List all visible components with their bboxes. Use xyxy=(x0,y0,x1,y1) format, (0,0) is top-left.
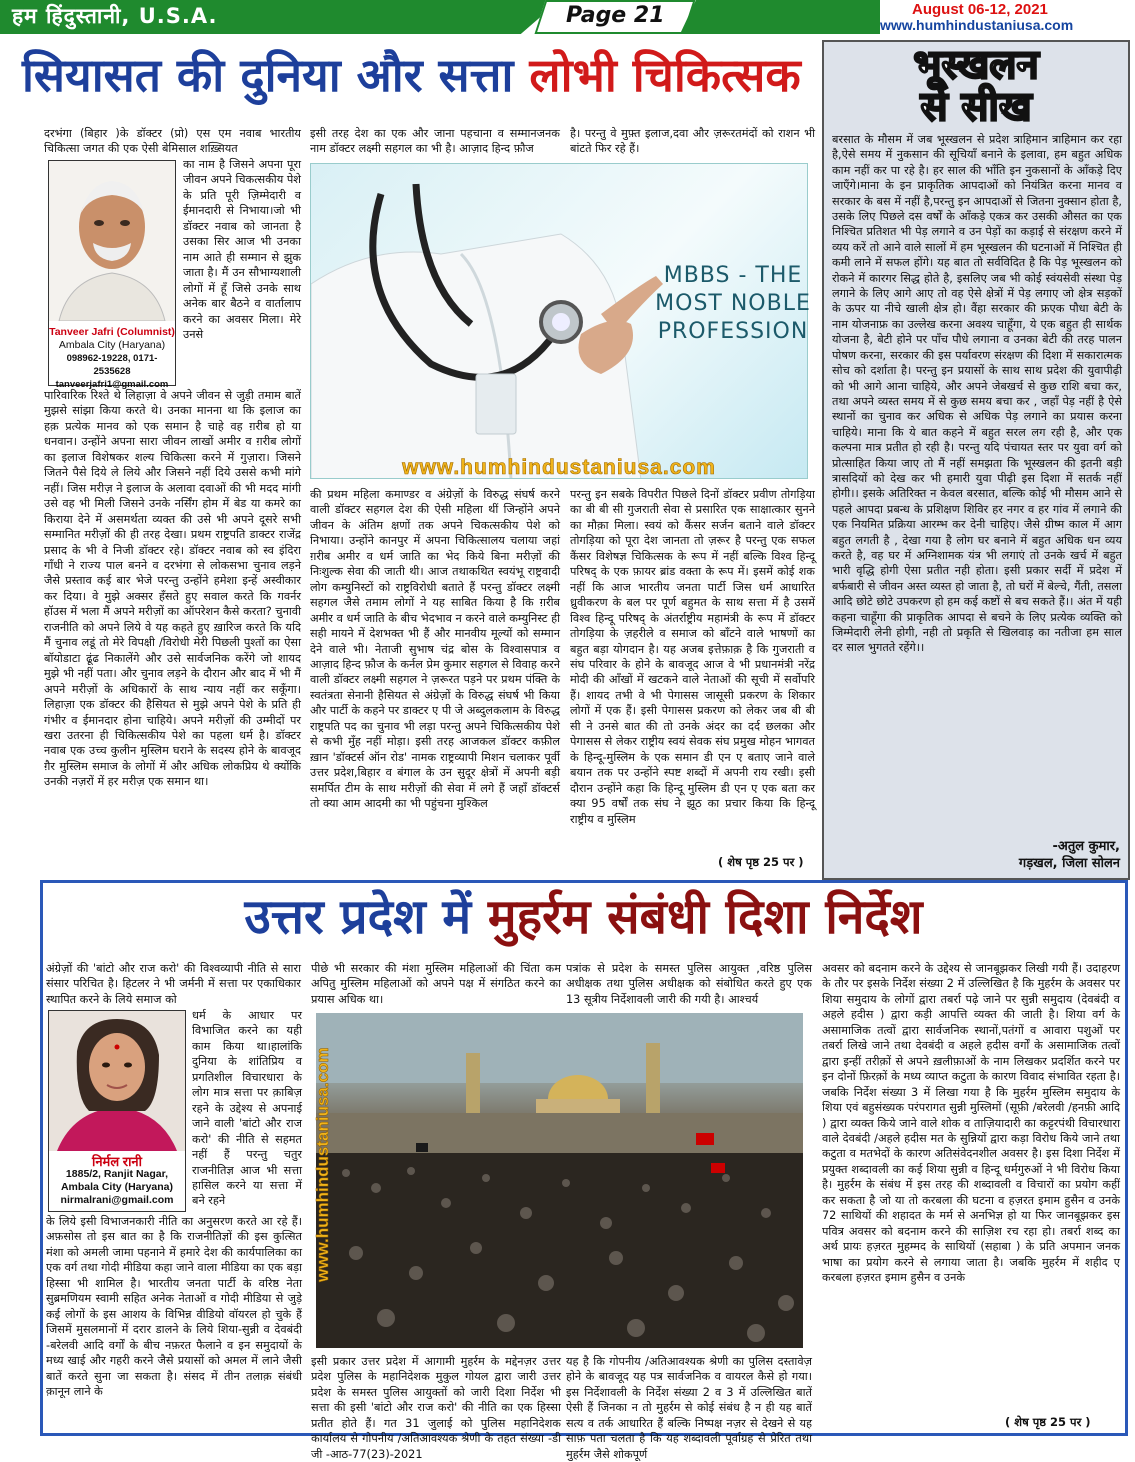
article1-col3-bottom: परन्तु इन सबके विपरीत पिछले दिनों डॉक्टर प्रवीण तोगड़िया का बी बी सी गुजराती सेवा से प्रसारित एक साक्षात्कार सुनने का मौक़ा मिला। स्वयं को कैंसर सर्जन बताने वाले डॉक्टर तोगड़िया को पूरा देश जानता तो ज़रूर है परन्तु एक सफल कैंसर विशेषज्ञ चिकित्सक के रूप में नहीं बल्कि विश्व हिन्दू परिषद् के एक फ़ायर ब्रांड वक्ता के रूप में। इसमें कोई शक नहीं कि आज भारतीय जनता पार्टी जिस धर्म आधारित ध्रुवीकरण के बल पर पूर्ण बहुमत के साथ सत्ता में है उसमें विश्व हिन्दू परिषद् के अंतर्राष्ट्रीय महामंत्री के रूप में डॉक्टर तोगड़िया के ज़हरीले व समाज को बाँटने वाले भाषणों का बहुत बड़ा योगदान है। यह अजब इत्तेफ़ाक़ है कि गुजराती व संघ परिवार के होने के बावजूद आज वे भी प्रधानमंत्री नरेंद्र मोदी की आँखों में खटकने वाले नेताओं की सूची में सर्वोपरि हैं। शायद तभी वे भी पेगासस जासूसी प्रकरण के शिकार लोगों में एक हैं। इसी पेगासस प्रकरण को लेकर जब बी बी सी ने उनसे बात की तो उनके अंदर का दर्द छलका और पेगासस से लेकर राष्ट्रीय स्वयं सेवक संघ प्रमुख मोहन भागवत के हिन्दू-मुस्लिम के एक समान डी एन ए बताए जाने वाले बयान तक पर उन्होंने स्पष्ट शब्दों में अपनी राय रखी। इसी दौरान उन्होंने कहा कि हिन्दू मुस्लिम डी एन ए एक बता कर क्या 95 वर्षों तक संघ ने झूठ का प्रचार किया कि हिन्दू राष्ट्रीय व मुस्लिम xyxy=(570,488,815,826)
author2-address: 1885/2, Ranjit Nagar, xyxy=(65,1168,169,1180)
article2-headline-part2: मुहर्रम संबंधी दिशा निर्देश xyxy=(487,889,923,945)
article1-headline xyxy=(22,44,817,106)
article2-headline xyxy=(46,885,1121,949)
author2-city: Ambala City (Haryana) xyxy=(60,1181,174,1193)
article1-headline-part1: सियासत की दुनिया और सत्ता xyxy=(22,48,514,102)
article1-col2-bottom: की प्रथम महिला कमाण्डर व अंग्रेज़ों के विरुद्ध संघर्ष करने वाली डॉक्टर सहगल देश की ऐसी महिला थीं जिन्होंने अपने जीवन के अंतिम क्षणों तक अपने चिकत्सकीय पेशे को निभाया। उन्होंने कानपुर में अपना चिकित्सालय चलाया जहां ग़रीब अमीर व धर्म जाति का भेद किये बिना मरीज़ों की निःशुल्क सेवा की जाती थी। आज तथाकथित स्वयंभू राष्ट्रवादी लोग कम्युनिस्टों को राष्ट्रविरोधी बताते हैं परन्तु डॉक्टर लक्ष्मी सहगल जैसे तमाम लोगों ने यह साबित किया है कि ग़रीब अमीर व धर्म जाति के बीच भेदभाव न करने वाले कम्युनिस्ट ही सही मायने में देशभक्त भी हैं और मानवीय मूल्यों को सम्मान देने वाले भी। नेताजी सुभाष चंद्र बोस के विश्वासपात्र व आज़ाद हिन्द फ़ौज के कर्नल प्रेम कुमार सहगल से विवाह करने वाली डॉक्टर लक्ष्मी सहगल ने ज़रूरत पड़ने पर प्रथम पंक्ति के स्वतंत्रता सेनानी हैसियत से अंग्रेज़ों के विरुद्ध संघर्ष भी किया और पार्टी के कहने पर डाक्टर ए पी जे अब्दुलकलाम के विरुद्ध राष्ट्रपति पद का चुनाव भी लड़ा परन्तु अपने चिकित्सकीय पेशे से कभी मुँह नहीं मोड़ा। इसी तरह आजकल डॉक्टर कफ़ील ख़ान 'डॉक्टर्स ऑन रोड' नामक राष्ट्रव्यापी मिशन चलाकर पूर्वी उत्तर प्रदेश,बिहार व बंगाल के उन सुदूर क्षेत्रों में अपनी बड़ी समर्पित टीम के साथ मरीज़ों की सेवा में लगे हैं जहाँ डॉक्टर्स तो क्या आम आदमी का भी पहुंचना मुश्किल xyxy=(310,488,560,811)
sidebar-body: बरसात के मौसम में जब भूस्खलन से प्रदेश त्राहिमान त्राहिमान कर रहा है,ऐसे समय में नुकसान की सूचियाँ बनाने के इलावा, हम बहुत अधिक काम नहीं कर पा रहे है। हर साल की भाँति इन नुकसानों के आँकड़े दिए जाएँगे।माना के इन प्राकृतिक आपदाओं को नियंत्रित करना मानव व सरकार के बस में नहीं है,परन्तु इन आपदाओं से जितना नुक्सान होता है, उसके लिए पिछले दस वर्षों के आँकड़े एकत्र कर उसकी औसत का एक निश्चित प्रतिशत भी पेड़ लगाने व उन पेड़ों का कड़ाई से संरक्षण करने में व्यय करें तो आने वाले सालों में हम भूस्खलन की घटनाओं में निश्चित ही कमी लाने में सफल होंगे। यह बात तो सर्वविदित है कि पेड़ भूस्खलन को रोकने में कारगर सिद्ध होते है, इसलिए जब भी कोई स्वंयसेवी संस्था पेड़ लगाने के लिए आगे आए तो वह ऐसे क्षेत्रों में पेड़ लगाए जो क्षेत्र सड़कों के ऊपर या नीचे खाली क्षेत्र हो। वैंहा सरकार की फ्रएक पौधा बेटी के नाम योजनाफ्र का उल्लेख करना अवश्य चाहूँगा, ये एक बहुत ही सार्थक योजना है, बेटी होने पर पाँच पौधे लगाना व उनका बेटी की तरह पालन पोषण करना, सरकार की इस पर्यावरण संरक्षण की दिशा में सकारात्मक सोच को दर्शाता है। परन्तु इन प्रयासों के साथ साथ प्रदेश की युवापीढ़ी को भी आगे आना चाहिये, और अपने जेबखर्च से कुछ राशि बचा कर, तथा अपने व्यस्त समय में से कुछ समय बचा कर , जहाँ पेड़ नहीं है ऐसे स्थानों का चुनाव कर अधिक से अधिक पेड़ लगाने का प्रयास करना चाहिये। माना कि ये बात कहने में बहुत सरल लग रही है, और एक कल्पना मात्र प्रतीत हो रही है। परन्तु यदि पंचायत स्तर पर युवा वर्ग को प्रोत्साहित किया जाए तो मैं नहीं समझता कि भूस्खलन की इतनी बड़ी त्रासदियों को देख कर भी हमारी युवा पीढ़ी इस दिशा में सतर्क नहीं होगी।। इसके अतिरिक्त न केवल बरसात, बल्कि कोई भी मौसम आने से पहले आपदा प्रबन्ध के प्रशिक्षण शिविर हर नगर व हर गांव में लगाने की एक नियमित प्रक्रिया आरम्भ कर देनी चाहिए। जैसे ग्रीष्म काल में आग बहुत लगती है , देखा गया है लोग घर बनाने में बहुत अधिक धन व्यय करते है, वह घर में अग्निशामक यंत्र भी लगाएं तो उनके खर्च में बहुत भारी वृद्धि होगी ऐसा प्रतीत नही होता। इसी प्रकार सर्दी में प्रदेश में बर्फबारी से जीवन अस्त व्यस्त हो जाता है, तो घरों में बेल्चे, गैंती, तसला आदि छोटे छोटे उपकरण हो हम कई कष्टों से बच सकते हैं।। अंत में यही कहना चाहूँगा की प्राकृतिक आपदा से बचने के लिए प्रत्येक व्यक्ति को जिम्मेदारी लेनी होगी, नही तो प्रकृति से खिलवाड़ का नतीजा हम साल दर साल भुगतते रहेंगे।। xyxy=(832,133,1122,655)
issue-date: August 06-12, 2021 xyxy=(912,1,1048,18)
article2-col2-bottom: इसी प्रकार उत्तर प्रदेश में आगामी मुहर्रम के मद्देनज़र उत्तर प्रदेश पुलिस के महानिदेशक मुकुल गोयल द्वारा जारी उत्तर प्रदेश के समस्त पुलिस आयुक्तों को जारी दिशा निर्देश भी सत्ता की इसी 'बांटो और राज करो' की नीति का एक हिस्सा प्रतीत होते हैं। गत 31 जुलाई को पुलिस महानिदेशक कार्यालय से गोपनीय /अतिआवश्यक श्रेणी के तहत संख्या -डी जी -आठ-77(23)-2021 xyxy=(311,1355,561,1461)
vertical-watermark: www.humhindustaniusa.com xyxy=(313,1047,332,1283)
author-name: Tanveer Jafri (Columnist) xyxy=(49,326,175,338)
article1-headline-part2: लोभी चिकित्सक xyxy=(529,48,801,102)
mbbs-caption: MBBS - THE MOST NOBLE PROFESSION xyxy=(655,263,811,344)
article2-col2-top: पीछे भी सरकार की मंशा मुस्लिम महिलाओं की चिंता कम अपितु मुस्लिम महिलाओं को अपने पक्ष में संगठित करने का प्रयास अधिक था। xyxy=(311,962,561,1006)
article2-col4: अवसर को बदनाम करने के उद्देश्य से जानबूझकर लिखी गयी हैं। उदाहरण के तौर पर इसके निर्देश संख्या 2 में उल्लिखित है कि मुहर्रम के अवसर पर शिया समुदाय के लोगों द्वारा तबर्रा पढ़े जाने पर सुन्नी समुदाय (देवबंदी व अहले हदीस ) द्वारा कड़ी आपत्ति व्यक्त की जाती है। शिया वर्ग के असामाजिक तत्वों द्वारा सार्वजनिक स्थानों,पतंगों व आवारा पशुओं पर तबर्रा लिखे जाने तथा देवबंदी व अहले हदीस वर्गों के असामाजिक तत्वों द्वारा इन्हीं तरीक़ों से अपने ख़लीफ़ाओं के नाम लिखकर प्रदर्शित करने पर इन दोनों फ़िरक़ों के मध्य व्याप्त कटुता के कारण विवाद संभावित रहता है। जबकि निर्देश संख्या 3 में लिखा गया है कि मुहर्रम मुस्लिम समुदाय के शिया एवं बहुसंख्यक परंपरागत सुन्नी मुस्लिमों (सूफ़ी /बरेलवी /हनफ़ी आदि ) द्वारा व्यक्त किये जाने वाले शोक व ताज़ियादारी का कट्टरपंथी विचारधारा वाले देवबंदी /अहले हदीस मत के सुन्नियों द्वारा कड़ा विरोध किये जाने तथा कटुता व मतभेदों के कारण अतिसंवेदनशील अवसर है। इस दिशा निर्देश में प्रयुक्त शब्दावली का कई शिया सुन्नी व हिन्दू धर्मगुरुओं ने भी विरोध किया है। मुहर्रम के संबंध में इस तरह की शब्दावली व विचारों का प्रयोग कहीं कर सकता है जो या तो करबला की घटना व हज़रत इमाम हुसैन व उनके 72 साथियों की शहादत के मर्म से अनभिज्ञ हो या फिर जानबूझकर इस पवित्र अवसर को बदनाम करने की साज़िश रच रहा हो। तबर्रा शब्द का अर्थ प्रायः हज़रत मुहम्मद के साथियों (सहाबा ) के प्रति अपमान जनक भाषा का प्रयोग करने से लगाया जाता है। जबकि मुहर्रम में शहीद ए करबला हज़रत इमाम हुसैन व उनके xyxy=(822,962,1120,1285)
author-photo-box xyxy=(48,160,176,390)
website-link[interactable]: www.humhindustaniusa.com xyxy=(880,17,1074,33)
article1-col1-beside: का नाम है जिसने अपना पूरा जीवन अपने चिकत्सकीय पेशे के प्रति पूरी ज़िम्मेदारी व ईमानदारी से निभाया।जो भी डॉक्टर नवाब को जानता है उसका सिर आज भी उनका नाम आते ही सम्मान से झुक जाता है। मैं उन सौभाग्यशाली लोगों में हूँ जिसे उनके साथ अनेक बार बैठने व वार्तालाप करने का अवसर मिला। मेरे उनसे xyxy=(183,158,301,341)
author-city: Ambala City (Haryana) xyxy=(58,339,166,351)
article1-col2-top: इसी तरह देश का एक और जाना पहचाना व सम्मानजनक नाम डॉक्टर लक्ष्मी सहगल का भी है। आज़ाद हिन्द फ़ौज xyxy=(310,127,560,156)
header-bar-right xyxy=(680,0,880,34)
author2-name: निर्मल रानी xyxy=(91,1154,143,1169)
article1-col1-main: पारिवारिक रिश्ते थे लिहाज़ा वे अपने जीवन से जुड़ी तमाम बातें मुझसे सांझा किया करते थे। उनका मानना था कि इलाज का हक़ प्रत्येक मानव को एक समान है चाहे वह ग़रीब हो या धनवान। उन्होंने अपना सारा जीवन लाखों अमीर व ग़रीब लोगों का इलाज विशेषकर शल्य चिकित्सा करने में गुज़ारा। जिसने जितने पैसे दिये ले लिये और जिसने नहीं दिये उससे कभी मांगे नहीं। जिस मरीज़ ने इलाज के अलावा दवाओं की भी मदद मांगी उसे वह भी मिली जिसने उनके नर्सिंग होम में बेड या कमरे का किराया देने में असमर्थता व्यक्त की उसे भी अपने दूसरे सभी सम्मानित मरीज़ों की ही तरह देखा। प्रथम राष्ट्रपति डाक्टर राजेंद्र प्रसाद के भी वे निजी डॉक्टर रहे। डॉक्टर नवाब को स्व इंदिरा गाँधी ने राज्य पाल बनने व दरभंगा से लोकसभा चुनाव लड़ने जैसे प्रस्ताव कई बार भेजे परन्तु उन्होंने हमेशा इन्हें अस्वीकार कर दिया। वे मुझे अक्सर हँसते हुए सवाल करते कि गवर्नर हॉउस में भला मैं अपने मरीज़ों का ऑपरेशन कैसे करता? चुनावी राजनीति को अपने लिये वे यह कहते हुए ख़ारिज करते कि यदि मैं चुनाव लडूं तो मेरे विपक्षी /विरोधी मेरी पिछली पुश्तों का ऐसा बॉयोडाटा ढूंढ निकालेंगे और उसे सार्वजनिक करेंगे जो शायद मुझे भी नहीं पता। और चुनाव लड़ने के दौरान और बाद में भी मैं अपने मरीज़ों के अधिकारों के साथ न्याय नहीं कर सकूँगा। लिहाज़ा एक डॉक्टर की हैसियत से मुझे अपने पेशे के प्रति ही गंभीर व ईमानदार होना चाहिये। अपने मरीज़ों की उम्मीदों पर खरा उतरना ही चिकित्सकीय पेशे का पहला धर्म है। डॉक्टर नवाब एक उच्च कुलीन मुस्लिम घराने के सदस्य होने के बावजूद ग़ैर मुस्लिम समाज के लोगों में और अधिक लोकप्रिय थे क्योंकि उनकी नज़रों में हर मरीज़ एक समान था। xyxy=(44,389,301,789)
page-number: Page 21 xyxy=(566,3,665,28)
article2-col1-top: अंग्रेज़ों की 'बांटो और राज करो' की विश्वव्यापी नीति से सारा संसार परिचित है। हिटलर ने भी जर्मनी में सत्ता पर एकाधिकार स्थापित करने के लिये समाज को xyxy=(46,962,301,1006)
article2-headline-part1: उत्तर प्रदेश में xyxy=(244,889,472,945)
article2-col1-main: के लिये इसी विभाजनकारी नीति का अनुसरण करते आ रहे हैं। अफ़सोस तो इस बात का है कि राजनीतिज्ञों की इस कुत्सित मंशा को अमली जामा पहनाने में हमारे देश की कार्यपालिका का एक वर्ग तथा गोदी मीडिया कहा जाने वाला मीडिया का एक बड़ा हिस्सा भी शामिल है। भारतीय जनता पार्टी के वरिष्ठ नेता सुब्रमणियम स्वामी सहित अनेक नेताओं व गोदी मीडिया से जुड़े कई लोगों के इस आशय के विभिन्न वीडियो वॉयरल हो चुके हैं जिसमें मुसलमानों में दरार डालने के लिये शिया-सुन्नी व देवबंदी -बरेलवी आदि वर्गों के बीच नफ़रत फैलाने व इन समुदायों के मध्य खाई और गहरी करने जैसे प्रयासों को अमल में लाने जैसी बातें करते सुना जा सकता है। संसद में तीन तलाक़ संबंधी क़ानून लाने के xyxy=(46,1215,302,1398)
crowd-scene xyxy=(316,1013,803,1348)
muharram-crowd-photo xyxy=(316,1013,803,1348)
author-photo xyxy=(49,161,175,321)
article2-col1-beside: धर्म के आधार पर विभाजित करने का यही काम किया था।हालांकि दुनिया के शांतिप्रिय व प्रगतिशील विचारधारा के लोग मात्र सत्ता पर क़ाबिज़ रहने के उद्देश्य से अपनाई जाने वाली 'बांटो और राज करो' की नीति से सहमत नहीं हैं परन्तु चतुर राजनीतिज्ञ आज भी सत्ता हासिल करने या सत्ता में बने रहने xyxy=(192,1009,302,1208)
author2-email: nirmalrani@gmail.com xyxy=(60,1194,174,1206)
author-phone: 098962-19228, 0171-2535628 xyxy=(66,353,158,377)
article1-continued[interactable]: ( शेष पृष्ठ 25 पर ) xyxy=(718,855,804,869)
article1-col1-top: दरभंगा (बिहार )के डॉक्टर (प्रो) एस एम नवाब भारतीय चिकित्सा जगत की एक ऐसी बेमिसाल शख़्सियत xyxy=(44,127,301,156)
article1-col3-top: है। परन्तु वे मुफ़्त इलाज,दवा और ज़रूरतमंदों को राशन भी बांटते फिर रहे हैं। xyxy=(570,127,815,156)
author-email: tanveerjafri1@gmail.com xyxy=(55,379,169,390)
article2-col3-bottom: यह है कि गोपनीय /अतिआवश्यक श्रेणी का पुलिस दस्तावेज़ होने के बावजूद यह पत्र सार्वजनिक व वायरल कैसे हो गया। इस निर्देशावली के निर्देश संख्या 2 व 3 में उल्लिखित बातें ऐसी हैं जिनका न तो मुहर्रम से कोई संबंध है न ही यह बातें सत्य व तर्क आधारित हैं बल्कि निष्पक्ष नज़र से देखने से यह साफ़ पता चलता है कि यह शब्दावली पूर्वाग्रह से प्रेरित तथा मुहर्रम जैसे शोकपूर्ण xyxy=(566,1355,812,1461)
website-watermark: www.humhindustaniusa.com xyxy=(402,456,716,479)
article2-continued[interactable]: ( शेष पृष्ठ 25 पर ) xyxy=(1005,1415,1091,1429)
article2-col3-top: पत्रांक से प्रदेश के समस्त पुलिस आयुक्त ,वरिष्ठ पुलिस अधीक्षक तथा पुलिस अधीक्षक को संबोधित करते हुए एक 13 सूत्रीय निर्देशावली जारी की गयी है। आश्चर्य xyxy=(566,962,812,1006)
author2-photo-box xyxy=(48,1010,186,1212)
masthead-title: हम हिंदुस्तानी, U.S.A. xyxy=(12,4,218,28)
author2-photo xyxy=(49,1011,185,1151)
sidebar-title: भूस्खलन से सीख xyxy=(913,42,1039,130)
sidebar-signature: -अतुल कुमार, गड़खल, जिला सोलन xyxy=(1018,839,1120,871)
